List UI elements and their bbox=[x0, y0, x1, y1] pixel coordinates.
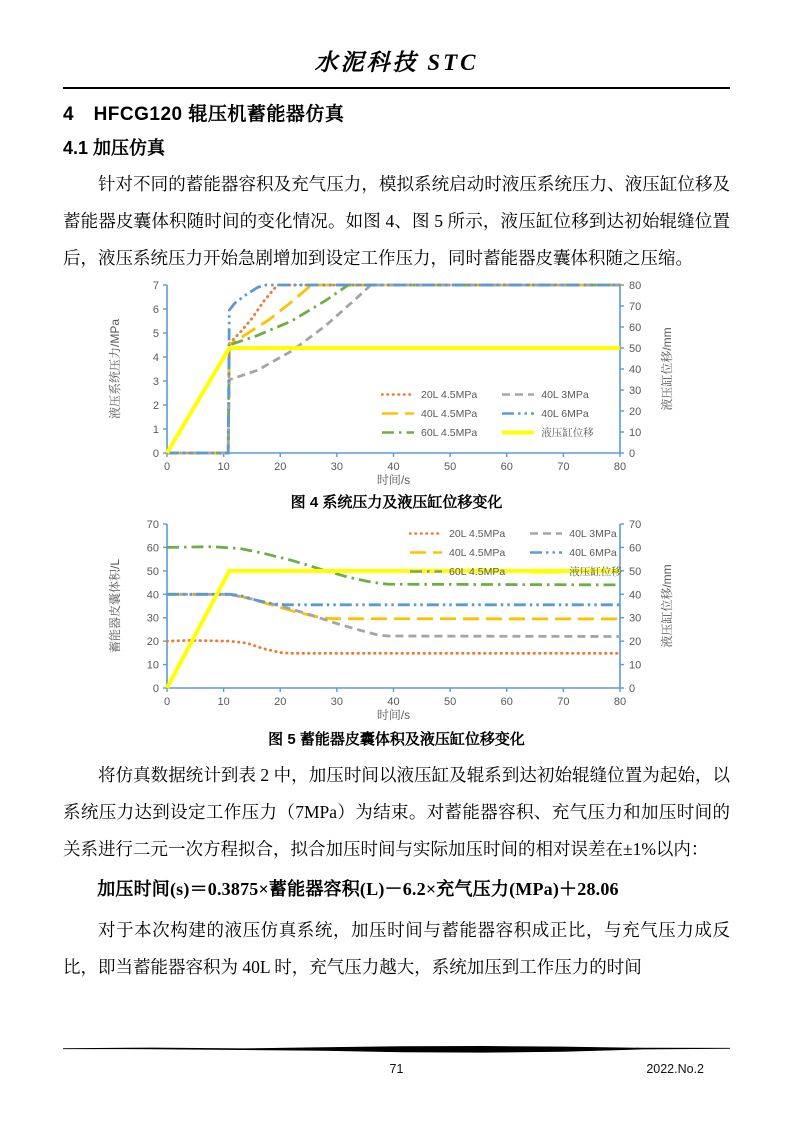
svg-text:70: 70 bbox=[557, 696, 570, 708]
svg-text:0: 0 bbox=[629, 683, 636, 695]
legend-label: 60L 4.5MPa bbox=[449, 565, 506, 578]
series-40L 3MPa bbox=[167, 594, 620, 636]
legend-line-sample bbox=[409, 549, 443, 556]
svg-text:0: 0 bbox=[163, 696, 171, 708]
legend-item-40L 3MPa bbox=[501, 387, 594, 402]
svg-text:40: 40 bbox=[387, 461, 400, 473]
legend-label: 40L 3MPa bbox=[541, 388, 589, 401]
figure5-caption: 图 5 蓄能器皮囊体积及液压缸位移变化 bbox=[268, 731, 525, 748]
legend-item-40L 4.5MPa bbox=[381, 406, 477, 421]
svg-text:20: 20 bbox=[146, 636, 159, 649]
svg-text:4: 4 bbox=[152, 352, 159, 364]
svg-text:70: 70 bbox=[629, 301, 642, 313]
legend-line-sample bbox=[529, 568, 563, 575]
legend-line-sample bbox=[409, 530, 443, 537]
svg-text:20: 20 bbox=[274, 696, 287, 708]
svg-text:20: 20 bbox=[629, 636, 642, 649]
legend-item-液压缸位移 bbox=[501, 425, 594, 440]
figure4-chart bbox=[103, 277, 683, 490]
section-heading: 4 HFCG120 辊压机蓄能器仿真 bbox=[63, 104, 345, 125]
svg-text:3: 3 bbox=[152, 376, 159, 388]
header-rule bbox=[63, 87, 730, 89]
svg-text:液压缸位移/mm: 液压缸位移/mm bbox=[660, 327, 674, 411]
legend-line-sample bbox=[501, 429, 535, 436]
legend-item-40L 6MPa bbox=[529, 545, 622, 560]
svg-text:60: 60 bbox=[500, 461, 513, 473]
legend-item-20L 4.5MPa bbox=[409, 526, 505, 541]
svg-text:60: 60 bbox=[500, 696, 513, 708]
page-number: 71 bbox=[389, 1062, 404, 1076]
legend-item-40L 3MPa bbox=[529, 526, 622, 541]
legend-line-sample bbox=[409, 568, 443, 575]
journal-title: 水泥科技 STC bbox=[314, 50, 479, 75]
legend-item-40L 6MPa bbox=[501, 406, 594, 421]
series-40L 6MPa bbox=[167, 594, 620, 605]
legend-label: 20L 4.5MPa bbox=[449, 527, 506, 540]
svg-text:液压系统压力/MPa: 液压系统压力/MPa bbox=[108, 318, 122, 420]
legend-line-sample bbox=[381, 410, 415, 417]
series-液压缸位移 bbox=[167, 571, 620, 688]
figure5-chart bbox=[103, 518, 683, 727]
legend-item-20L 4.5MPa bbox=[381, 387, 477, 402]
legend-line-sample bbox=[381, 391, 415, 398]
svg-text:70: 70 bbox=[629, 519, 642, 531]
svg-text:80: 80 bbox=[613, 696, 627, 708]
svg-text:30: 30 bbox=[629, 612, 642, 625]
legend-item-60L 4.5MPa bbox=[409, 564, 505, 579]
fitting-formula: 加压时间(s)＝0.3875×蓄能器容积(L)－6.2×充气压力(MPa)＋28.06 bbox=[97, 879, 619, 899]
svg-text:50: 50 bbox=[444, 461, 457, 473]
svg-text:50: 50 bbox=[629, 565, 642, 578]
svg-text:30: 30 bbox=[146, 612, 159, 625]
series-40L 4.5MPa bbox=[167, 594, 620, 619]
svg-text:60: 60 bbox=[146, 542, 159, 555]
svg-text:1: 1 bbox=[152, 424, 159, 436]
svg-text:0: 0 bbox=[152, 448, 159, 460]
svg-text:30: 30 bbox=[330, 461, 343, 473]
svg-text:50: 50 bbox=[146, 565, 159, 578]
legend-item-60L 4.5MPa bbox=[381, 425, 477, 440]
svg-text:60: 60 bbox=[629, 322, 642, 334]
legend-line-sample bbox=[501, 391, 535, 398]
svg-text:40: 40 bbox=[629, 364, 642, 376]
svg-text:20: 20 bbox=[274, 461, 287, 473]
svg-text:80: 80 bbox=[629, 280, 642, 292]
paragraph-1: 针对不同的蓄能器容积及充气压力，模拟系统启动时液压系统压力、液压缸位移及蓄能器皮囊体积随时间的变化情况。如图 4、图 5 所示，液压缸位移到达初始辊缝位置后，液压系统压力开始急剧增加到设定工作压力，同时蓄能器皮囊体积随之压缩。 bbox=[63, 174, 730, 268]
figure5-legend bbox=[409, 526, 622, 579]
svg-text:6: 6 bbox=[152, 304, 159, 316]
figure4-caption: 图 4 系统压力及液压缸位移变化 bbox=[290, 494, 503, 511]
legend-item-40L 4.5MPa bbox=[409, 545, 505, 560]
svg-text:20: 20 bbox=[629, 406, 642, 418]
svg-text:10: 10 bbox=[217, 696, 230, 708]
paragraph-3: 对于本次构建的液压仿真系统，加压时间与蓄能器容积成正比，与充气压力成反比，即当蓄能器容积为 40L 时，充气压力越大，系统加压到工作压力的时间 bbox=[63, 920, 730, 977]
svg-text:液压缸位移/mm: 液压缸位移/mm bbox=[660, 564, 674, 648]
svg-text:7: 7 bbox=[152, 280, 159, 292]
legend-label: 液压缸位移 bbox=[569, 566, 622, 578]
legend-line-sample bbox=[529, 549, 563, 556]
fig4-plot-svg bbox=[103, 277, 683, 485]
svg-text:40: 40 bbox=[387, 696, 400, 708]
svg-text:30: 30 bbox=[330, 696, 343, 708]
legend-label: 40L 6MPa bbox=[541, 407, 589, 420]
legend-label: 20L 4.5MPa bbox=[421, 388, 478, 401]
svg-text:0: 0 bbox=[152, 683, 159, 695]
svg-text:60: 60 bbox=[629, 542, 642, 555]
legend-label: 60L 4.5MPa bbox=[421, 426, 478, 439]
svg-text:40: 40 bbox=[146, 589, 159, 602]
footer-rule bbox=[63, 1045, 730, 1054]
legend-label: 40L 4.5MPa bbox=[421, 407, 478, 420]
svg-text:70: 70 bbox=[557, 461, 570, 473]
svg-text:0: 0 bbox=[629, 448, 636, 460]
svg-text:0: 0 bbox=[163, 461, 171, 473]
legend-line-sample bbox=[529, 530, 563, 537]
page-footer bbox=[63, 1041, 730, 1080]
svg-text:50: 50 bbox=[629, 343, 642, 355]
legend-label: 40L 6MPa bbox=[569, 546, 617, 559]
svg-text:10: 10 bbox=[146, 659, 159, 672]
series-20L 4.5MPa bbox=[167, 640, 620, 653]
legend-label: 40L 4.5MPa bbox=[449, 546, 506, 559]
paragraph-2: 将仿真数据统计到表 2 中，加压时间以液压缸及辊系到达初始辊缝位置为起始，以系统压力达到设定工作压力（7MPa）为结束。对蓄能器容积、充气压力和加压时间的关系进行二元一次方程拟合，拟合加压时间与实际加压时间的相对误差在±1%以内： bbox=[63, 765, 730, 859]
svg-text:30: 30 bbox=[629, 385, 642, 397]
legend-label: 40L 3MPa bbox=[569, 527, 617, 540]
legend-item-液压缸位移 bbox=[529, 564, 622, 579]
subsection-heading: 4.1 加压仿真 bbox=[63, 138, 166, 158]
figure4-legend bbox=[381, 387, 594, 440]
svg-text:40: 40 bbox=[629, 589, 642, 602]
svg-text:2: 2 bbox=[152, 400, 159, 412]
svg-text:10: 10 bbox=[629, 659, 642, 672]
svg-text:蓄能器皮囊体积/L: 蓄能器皮囊体积/L bbox=[108, 558, 122, 654]
svg-text:时间/s: 时间/s bbox=[376, 473, 411, 485]
legend-label: 液压缸位移 bbox=[541, 427, 594, 439]
svg-text:50: 50 bbox=[444, 696, 457, 708]
svg-text:时间/s: 时间/s bbox=[376, 708, 411, 722]
issue-number: 2022.No.2 bbox=[646, 1062, 704, 1076]
svg-text:10: 10 bbox=[629, 427, 642, 439]
svg-text:5: 5 bbox=[152, 328, 159, 340]
svg-text:70: 70 bbox=[146, 519, 159, 531]
legend-line-sample bbox=[501, 410, 535, 417]
svg-text:10: 10 bbox=[217, 461, 230, 473]
legend-line-sample bbox=[381, 429, 415, 436]
svg-text:80: 80 bbox=[613, 461, 627, 473]
